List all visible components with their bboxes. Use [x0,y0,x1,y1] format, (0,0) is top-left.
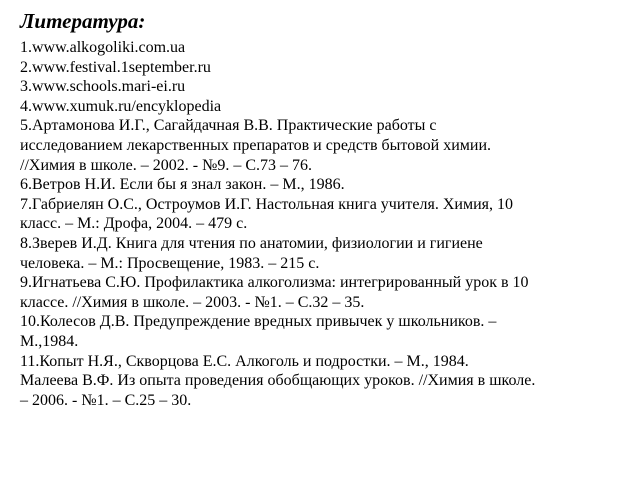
reference-line: М.,1984. [20,332,79,350]
reference-link-festival[interactable]: 2.www.festival.1september.ru [20,58,211,76]
reference-line: 11.Копыт Н.Я., Скворцова Е.С. Алкоголь и подростки. – М., 1984. [20,352,469,370]
reference-line: исследованием лекарственных препаратов и средств бытовой химии. [20,136,492,154]
reference-list [20,38,630,410]
reference-item-2 [20,58,630,78]
reference-item-8 [20,234,630,273]
reference-item-9 [20,273,630,312]
reference-line: 5.Артамонова И.Г., Сагайдачная В.В. Практические работы с [20,117,437,135]
reference-line: 7.Габриелян О.С., Остроумов И.Г. Настольная книга учителя. Химия, 10 [20,195,513,213]
reference-link-xumuk[interactable]: 4.www.xumuk.ru/encyklopedia [20,97,222,115]
reference-line: 8.Зверев И.Д. Книга для чтения по анатомии, физиологии и гигиене [20,234,483,252]
slide-heading: Литература: [20,9,146,33]
reference-line: 10.Колесов Д.В. Предупреждение вредных привычек у школьников. – [20,313,497,331]
reference-item-1 [20,38,630,58]
reference-line: классе. //Химия в школе. – 2003. - №1. – С.32 – 35. [20,293,365,311]
reference-line: 9.Игнатьева С.Ю. Профилактика алкоголизма: интегрированный урок в 10 [20,274,529,292]
reference-line: 6.Ветров Н.И. Если бы я знал закон. – М., 1986. [20,176,345,194]
reference-item-3 [20,77,630,97]
reference-line: класс. – М.: Дрофа, 2004. – 479 с. [20,215,248,233]
reference-item-6 [20,175,630,195]
reference-link-schools[interactable]: 3.www.schools.mari-ei.ru [20,78,186,96]
reference-line: //Химия в школе. – 2002. - №9. – С.73 – 76. [20,156,313,174]
reference-item-4 [20,97,630,117]
reference-link-alkogoliki[interactable]: 1.www.alkogoliki.com.ua [20,39,186,56]
reference-line: человека. – М.: Просвещение, 1983. – 215 с. [20,254,320,272]
reference-item-7 [20,195,630,234]
reference-line: – 2006. - №1. – С.25 – 30. [20,391,192,409]
reference-item-11 [20,352,630,411]
reference-item-10 [20,312,630,351]
reference-line: Малеева В.Ф. Из опыта проведения обобщающих уроков. //Химия в школе. [20,372,536,390]
reference-item-5 [20,116,630,175]
